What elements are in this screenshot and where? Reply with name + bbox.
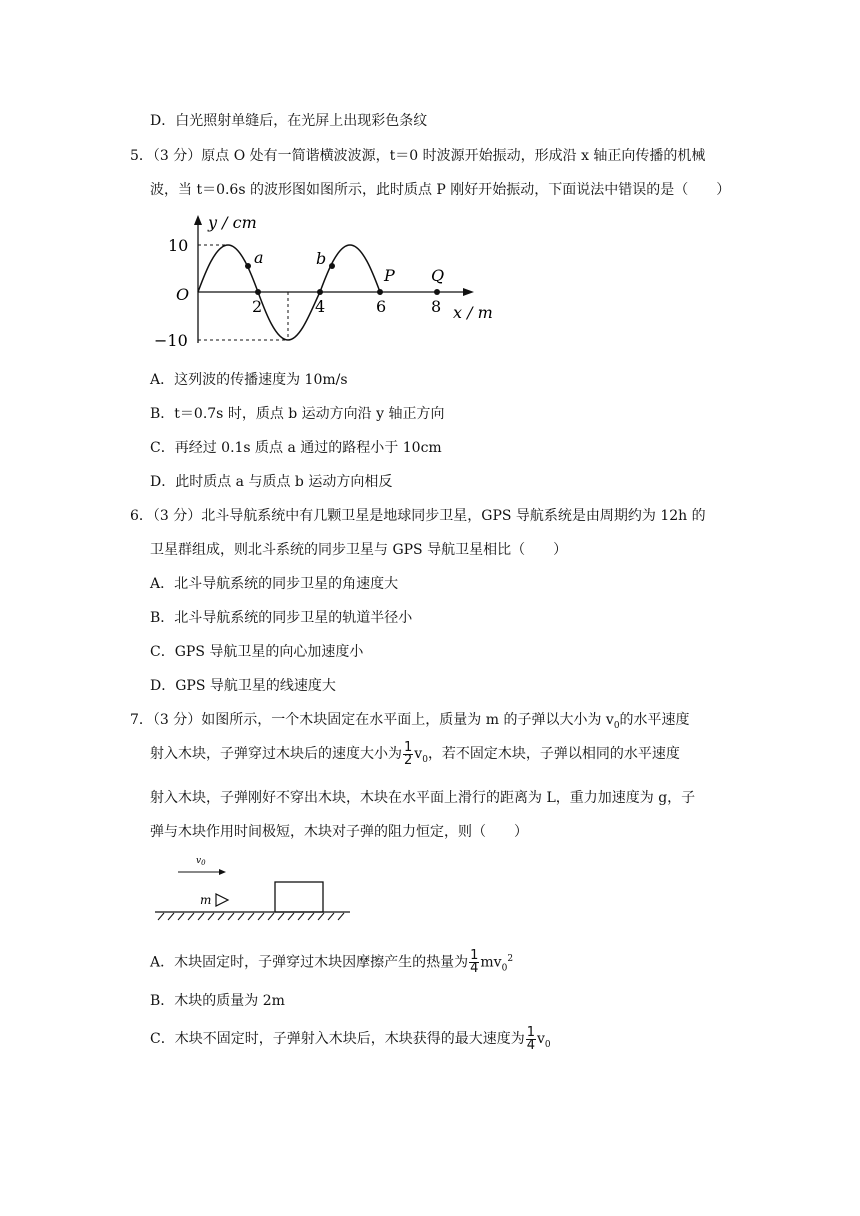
fraction-one-quarter: $\frac{1}{4}$ [470,948,479,977]
block-figure [150,852,360,924]
q6-option-c: C．GPS 导航卫星的向心加速度小 [150,644,364,660]
wave-figure [140,208,520,363]
point-b-marker [329,263,335,269]
q7-stem-line-3: 射入木块，子弹刚好不穿出木块，木块在水平面上滑行的距离为 L，重力加速度为 g，子 [150,790,696,806]
x-tick-2: 2 [252,297,263,316]
point-a-label: a [254,248,264,267]
fraction-one-half: $\frac{1}{2}$ [404,739,413,768]
point-x2-marker [255,289,261,295]
q4-option-d: D．白光照射单缝后，在光屏上出现彩色条纹 [150,113,428,129]
q5-option-a: A．这列波的传播速度为 10m/s [150,372,348,388]
q5-option-c: C．再经过 0.1s 质点 a 通过的路程小于 10cm [150,440,442,456]
x-axis-label: x / m [453,303,493,322]
origin-label: O [176,285,190,304]
x-tick-6: 6 [376,297,387,316]
point-q-marker [434,289,440,295]
point-a-marker [245,263,251,269]
x-tick-4: 4 [315,297,326,316]
x-tick-8: 8 [431,297,442,316]
q6-option-b: B．北斗导航系统的同步卫星的轨道半径小 [150,610,413,626]
q7-option-c: C．木块不固定时，子弹射入木块后，木块获得的最大速度为 $\frac{1}{4}$ $v_0$ [150,1024,551,1053]
q7-option-b: B．木块的质量为 2m [150,993,285,1009]
q6-option-a: A．北斗导航系统的同步卫星的角速度大 [150,576,399,592]
y-min-label: −10 [154,331,188,350]
ground-hatching [158,913,344,920]
q7-stem-line-1: 7．（3 分）如图所示，一个木块固定在水平面上，质量为 m 的子弹以大小为 $v_0$的水平速度 [130,712,690,731]
q7-option-a: A．木块固定时，子弹穿过木块因摩擦产生的热量为 $\frac{1}{4}$ $mv_0^2$ [150,948,514,977]
wooden-block [275,882,323,912]
point-x4-marker [317,289,323,295]
q7-stem-line-4: 弹与木块作用时间极短，木块对子弹的阻力恒定，则（ ） [150,824,528,840]
q7-stem-line-2: 射入木块，子弹穿过木块后的速度大小为 $\frac{1}{2}$ $v_0$，若不固定木块，子弹以相同的水平速度 [150,739,680,768]
q5-stem-line-2: 波，当 t＝0.6s 的波形图如图所示，此时质点 P 刚好开始振动，下面说法中错误的是（ ） [150,182,731,198]
point-p-label: P [384,266,395,285]
y-max-label: 10 [168,236,189,255]
q5-stem-line-1: 5．（3 分）原点 O 处有一简谐横波波源，t＝0 时波源开始振动，形成沿 x 轴正向传播的机械 [130,148,706,164]
mass-label: m [200,893,212,907]
q6-stem-line-2: 卫星群组成，则北斗系统的同步卫星与 GPS 导航卫星相比（ ） [150,542,568,558]
fraction-one-quarter-c: $\frac{1}{4}$ [526,1024,535,1053]
q6-stem-line-1: 6．（3 分）北斗导航系统中有几颗卫星是地球同步卫星，GPS 导航系统是由周期约为 12h 的 [130,508,706,524]
q5-option-d: D．此时质点 a 与质点 b 运动方向相反 [150,474,393,490]
point-b-label: b [316,249,327,268]
y-axis-label: y / cm [208,213,257,232]
velocity-label: $v_0$ [196,856,206,867]
point-p-marker [377,289,383,295]
q5-option-b: B．t＝0.7s 时，质点 b 运动方向沿 y 轴正方向 [150,406,445,422]
q6-option-d: D．GPS 导航卫星的线速度大 [150,678,336,694]
point-q-label: Q [431,266,445,285]
bullet-shape [216,894,228,906]
